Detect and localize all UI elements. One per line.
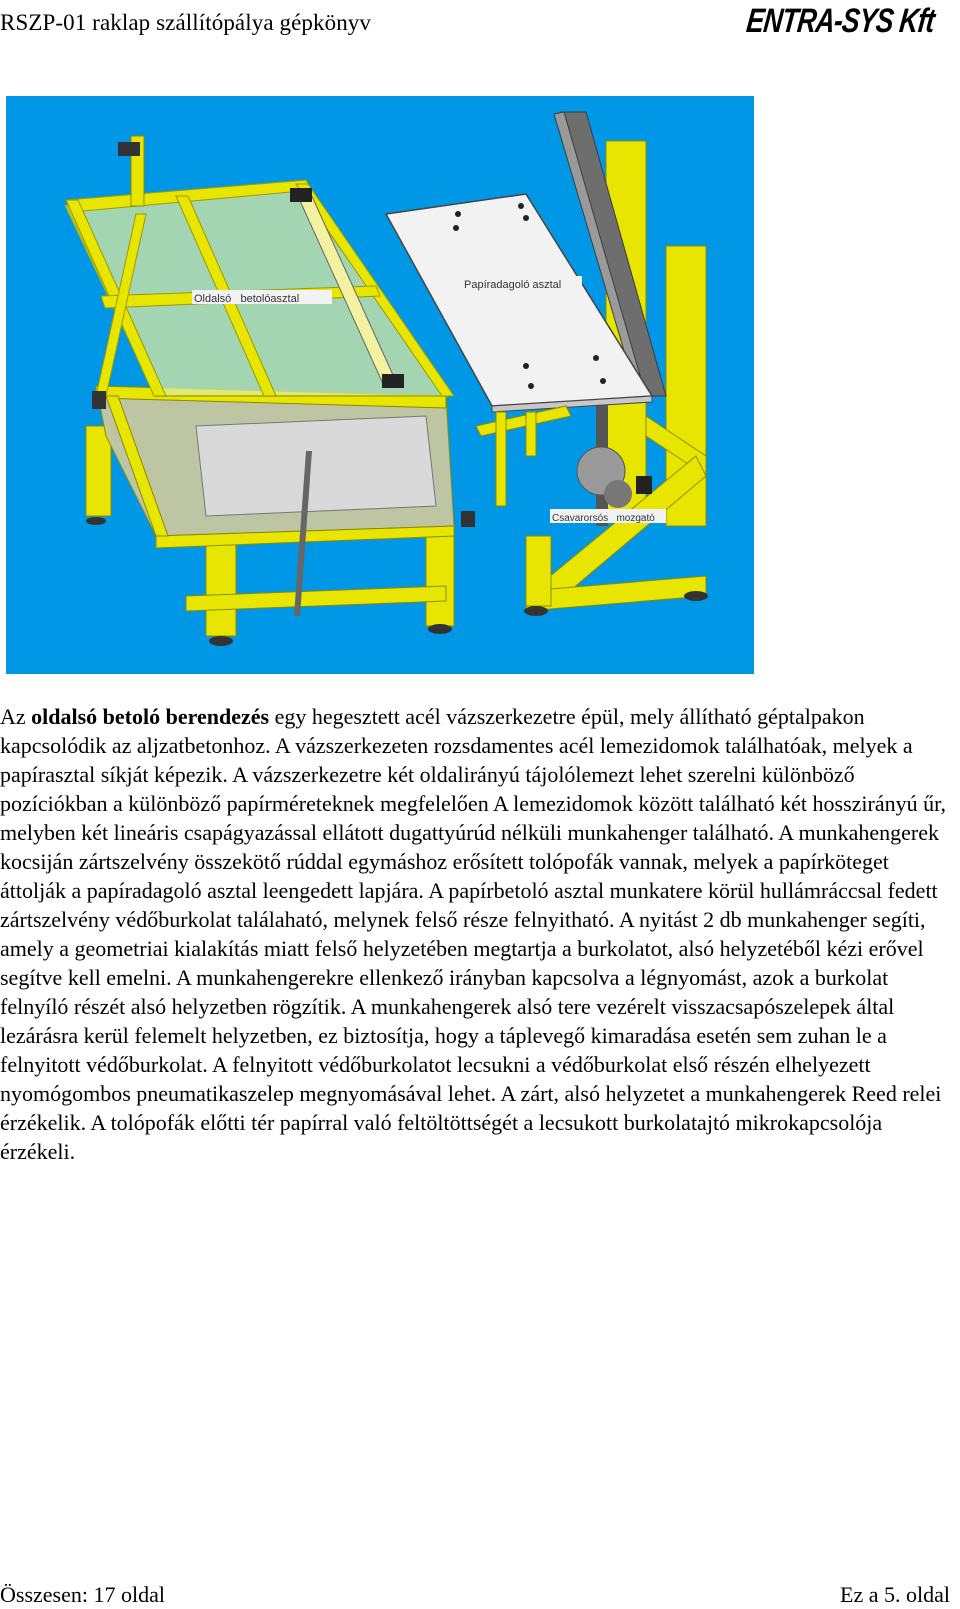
- label-paper-feeding-table: Papíradagoló asztal: [464, 279, 562, 291]
- paragraph-bold-term: oldalsó betoló berendezés: [31, 704, 270, 729]
- machine-illustration: [6, 96, 754, 674]
- footer-page-number: Ez a 5. oldal: [840, 1582, 950, 1607]
- paragraph-lead: Az: [0, 704, 32, 729]
- company-logo: ENTRA-SYS Kft: [744, 2, 936, 40]
- page-header-title: RSZP-01 raklap szállítópálya gépkönyv: [0, 10, 371, 35]
- description-paragraph: [0, 702, 950, 1166]
- label-side-pusher-table: Oldalsó betolóasztal: [194, 293, 300, 305]
- machine-drawing: [6, 96, 754, 674]
- paragraph-text: egy hegesztett acél vázszerkezetre épül, mely állítható géptalpakon kapcsolódik az aljzatbetonhoz. A vázszerkezeten rozsdamentes acél lemezidomok találhatóak, melyek a papírasztal síkját képezik. A vázszerkezetre két oldalirányú tájolólemezt lehet szerelni különböző pozíciókban a különböző papírméreteknek megfelelően A lemezidomok között található két hosszirányú űr, melyben két lineáris csapágyazással ellátott dugattyúrúd nélküli munkahenger található. A munkahengerek kocsiján zártszelvény összekötő rúddal egymáshoz erősített tolópofák vannak, melyek a papírköteget áttolják a papíradagoló asztal leengedett lapjára. A papírbetoló asztal munkatere körül hullámráccsal fedett zártszelvény védőburkolat találaható, melynek felső része felnyitható. A nyitást 2 db munkahenger segíti, amely a geometriai kialakítás miatt felső helyzetében megtartja a burkolatot, alsó helyzetéből kézi erővel segítve kell emelni. A munkahengerekre ellenkező irányban kapcsolva a légnyomást, azok a burkolat felnyíló részét alsó helyzetben rögzítik. A munkahengerek alsó tere vezérelt visszacsapószelepek által lezárásra kerül felemelt helyzetben, ez biztosítja, hogy a táplevegő kimaradása esetén sem zuhan le a felnyitott védőburkolat. A felnyitott védőburkolatot lecsukni a védőburkolat első részén elhelyezett nyomógombos pneumatikaszelep megnyomásával lehet. A zárt, alsó helyzetet a munkahengerek Reed relei érzékelik. A tolópofák előtti tér papírral való feltöltöttségét a lecsukott burkolatajtó mikrokapcsolója érzékeli.: [0, 704, 947, 1164]
- label-screw-drive: Csavarorsós mozgató: [552, 513, 655, 524]
- footer-total-pages: Összesen: 17 oldal: [0, 1582, 165, 1607]
